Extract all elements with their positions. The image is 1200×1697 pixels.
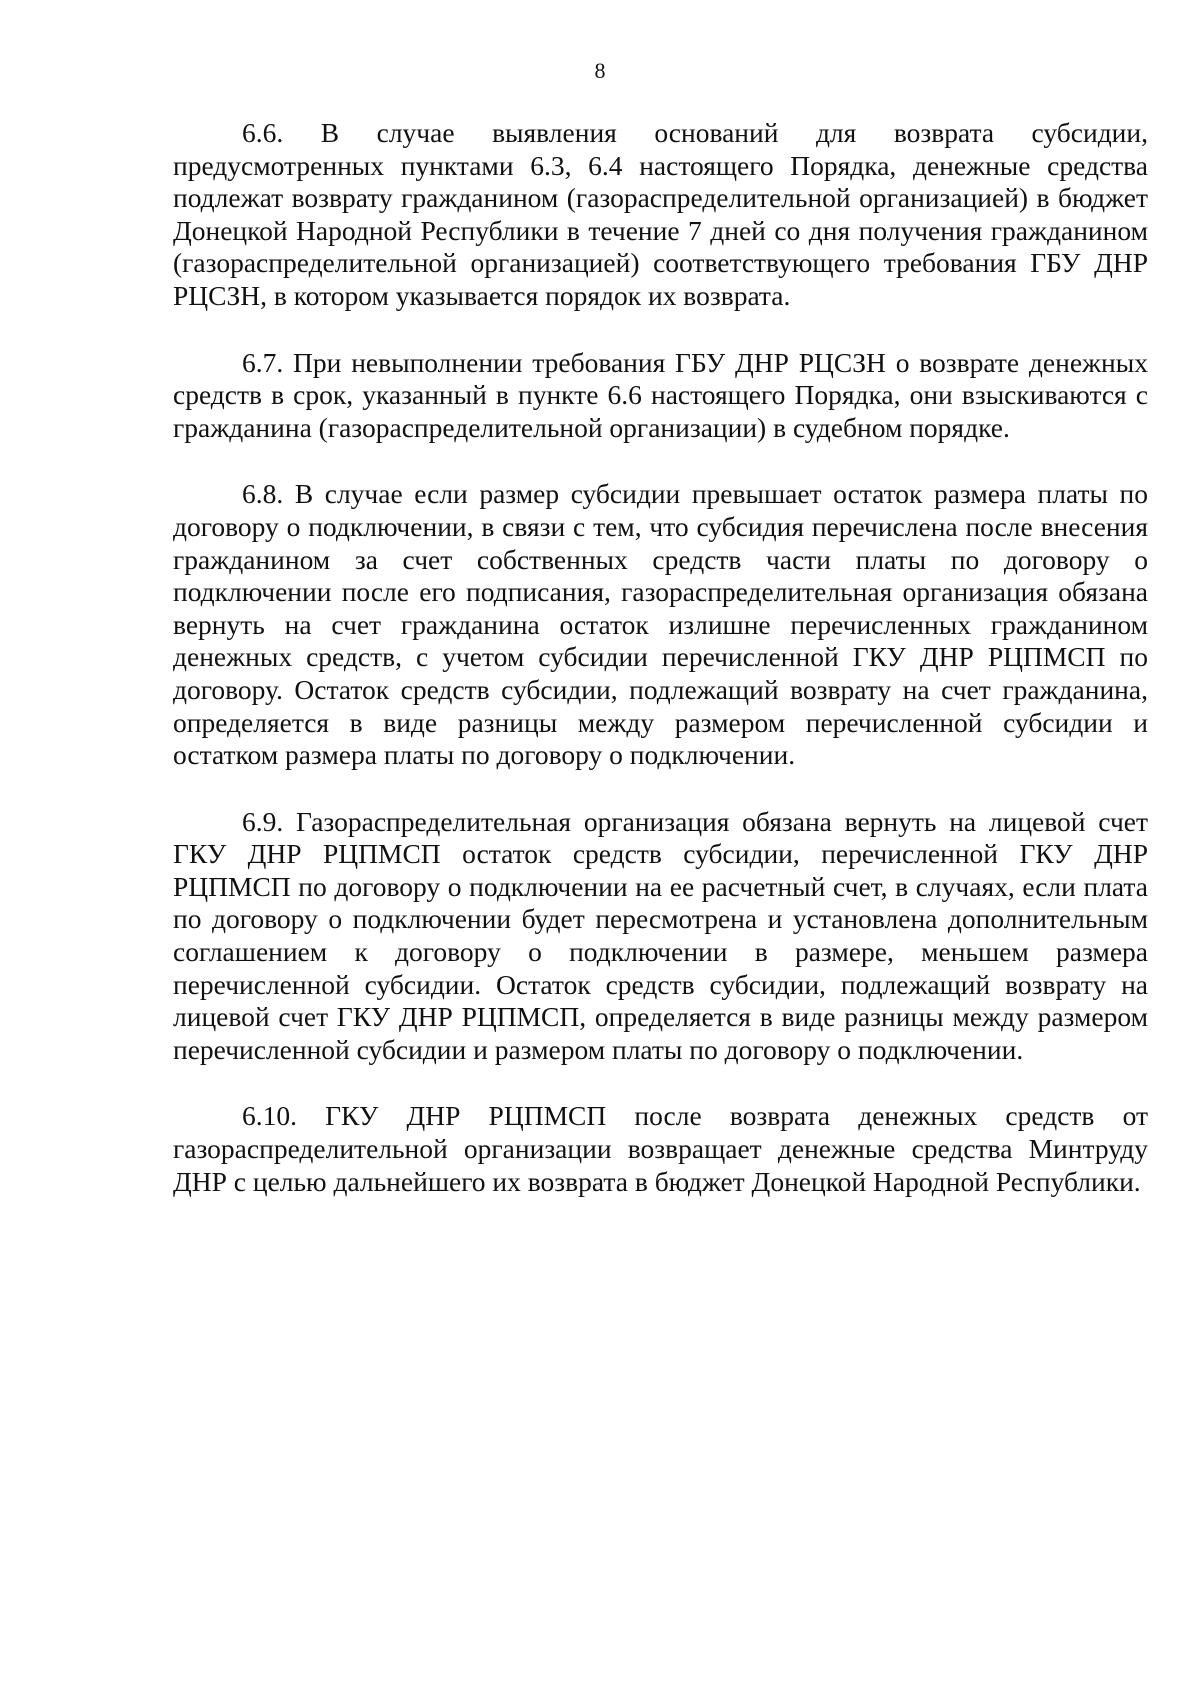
paragraph-6-6: 6.6. В случае выявления оснований для возврата субсидии, предусмотренных пунктами 6.3, 6.4 настоящего Порядка, денежные средства подлежат возврату гражданином (газораспределительной организацией) в бюджет Донецкой Народной Республики в течение 7 дней со дня получения гражданином (газораспределительной организацией) соответствующего требования ГБУ ДНР РЦСЗН, в котором указывается порядок их возврата. [173, 117, 1148, 311]
page-number: 8 [594, 58, 606, 83]
document-body [173, 117, 1148, 1232]
paragraph-6-7: 6.7. При невыполнении требования ГБУ ДНР РЦСЗН о возврате денежных средств в срок, указанный в пункте 6.6 настоящего Порядка, они взыскиваются с гражданина (газораспределительной организации) в судебном порядке. [173, 346, 1148, 443]
paragraph-6-10: 6.10. ГКУ ДНР РЦПМСП после возврата денежных средств от газораспределительной организации возвращает денежные средства Минтруду ДНР с целью дальнейшего их возврата в бюджет Донецкой Народной Республики. [173, 1100, 1148, 1197]
paragraph-6-8: 6.8. В случае если размер субсидии превышает остаток размера платы по договору о подключении, в связи с тем, что субсидия перечислена после внесения гражданином за счет собственных средств части платы по договору о подключении после его подписания, газораспределительная организация обязана вернуть на счет гражданина остаток излишне перечисленных гражданином денежных средств, с учетом субсидии перечисленной ГКУ ДНР РЦПМСП по договору. Остаток средств субсидии, подлежащий возврату на счет гражданина, определяется в виде разницы между размером перечисленной субсидии и остатком размера платы по договору о подключении. [173, 478, 1148, 771]
paragraph-6-9: 6.9. Газораспределительная организация обязана вернуть на лицевой счет ГКУ ДНР РЦПМСП остаток средств субсидии, перечисленной ГКУ ДНР РЦПМСП по договору о подключении на ее расчетный счет, в случаях, если плата по договору о подключении будет пересмотрена и установлена дополнительным соглашением к договору о подключении в размере, меньшем размера перечисленной субсидии. Остаток средств субсидии, подлежащий возврату на лицевой счет ГКУ ДНР РЦПМСП, определяется в виде разницы между размером перечисленной субсидии и размером платы по договору о подключении. [173, 805, 1148, 1065]
